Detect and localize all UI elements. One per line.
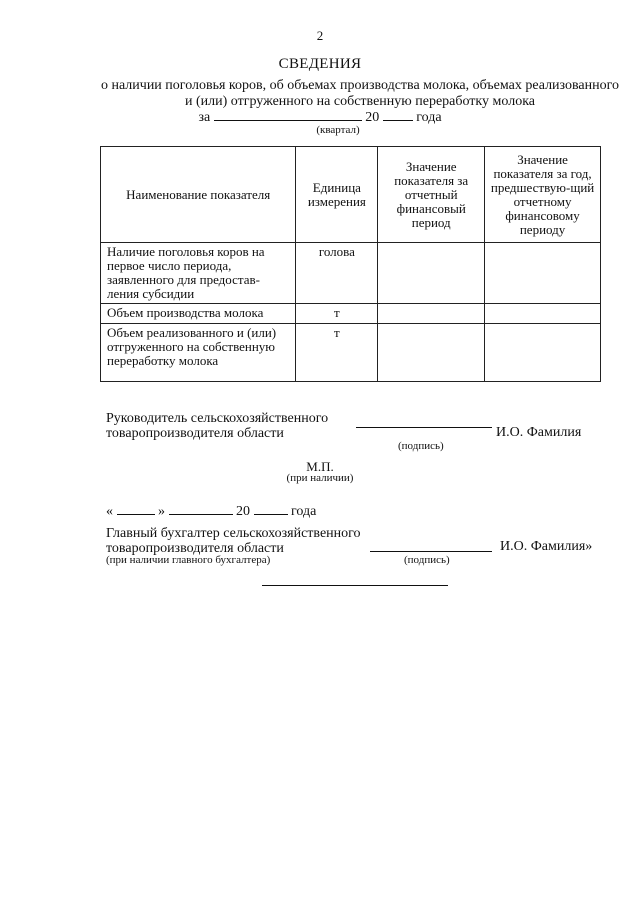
stamp-label: М.П. — [306, 459, 334, 474]
period-year-suffix: года — [416, 110, 442, 125]
header-previous-value: Значение показателя за год, предшествую-щий отчетному финансовому периоду — [485, 147, 601, 243]
row-name: Объем реализованного и (или) отгруженного на собственную переработку молока — [101, 324, 296, 382]
date-open-quote: « — [106, 504, 113, 519]
row-current-value[interactable] — [378, 304, 485, 324]
header-unit: Единица измерения — [296, 147, 378, 243]
date-year-blank[interactable] — [254, 502, 288, 515]
accountant-fio: И.О. Фамилия» — [500, 539, 593, 554]
quarter-caption: (квартал) — [316, 124, 360, 136]
row-unit: т — [296, 304, 378, 324]
accountant-sign-caption: (подпись) — [404, 554, 450, 566]
row-previous-value[interactable] — [485, 243, 601, 304]
document-subtitle: о наличии поголовья коров, об объемах производства молока, объемах реализованного и (или) отгруженного на собственную переработку молока — [100, 78, 620, 109]
table-row — [101, 304, 601, 324]
date-year-suffix: года — [291, 504, 317, 519]
stamp-caption: (при наличии) — [286, 472, 354, 484]
row-unit: голова — [296, 243, 378, 304]
page-number: 2 — [316, 28, 324, 43]
head-sign-caption: (подпись) — [398, 440, 444, 452]
indicators-table — [100, 146, 601, 382]
row-name: Наличие поголовья коров на первое число периода, заявленного для предостав-ления субсидии — [101, 243, 296, 304]
day-blank[interactable] — [117, 502, 155, 515]
row-previous-value[interactable] — [485, 304, 601, 324]
table-row — [101, 324, 601, 382]
row-current-value[interactable] — [378, 243, 485, 304]
accountant-title: Главный бухгалтер сельскохозяйственного товаропроизводителя области — [106, 526, 361, 556]
date-close-quote: » — [158, 504, 165, 519]
document-title: СВЕДЕНИЯ — [278, 56, 362, 72]
head-signature-line[interactable] — [356, 427, 492, 428]
accountant-note: (при наличии главного бухгалтера) — [106, 554, 271, 566]
row-unit: т — [296, 324, 378, 382]
table-row — [101, 243, 601, 304]
period-prefix: за — [198, 110, 211, 125]
period-year-prefix: 20 — [365, 110, 380, 125]
table-header-row — [101, 147, 601, 243]
accountant-signature-line[interactable] — [370, 551, 492, 552]
header-indicator-name: Наименование показателя — [101, 147, 296, 243]
end-separator-line — [262, 585, 448, 586]
head-title: Руководитель сельскохозяйственного товаропроизводителя области — [106, 411, 329, 441]
month-blank[interactable] — [169, 502, 233, 515]
year-blank[interactable] — [383, 108, 413, 121]
head-fio: И.О. Фамилия — [496, 425, 582, 440]
header-current-value: Значение показателя за отчетный финансовый период — [378, 147, 485, 243]
date-line — [106, 502, 316, 520]
quarter-blank[interactable] — [214, 108, 362, 121]
date-year-prefix: 20 — [236, 504, 250, 519]
row-previous-value[interactable] — [485, 324, 601, 382]
row-name: Объем производства молока — [101, 304, 296, 324]
row-current-value[interactable] — [378, 324, 485, 382]
